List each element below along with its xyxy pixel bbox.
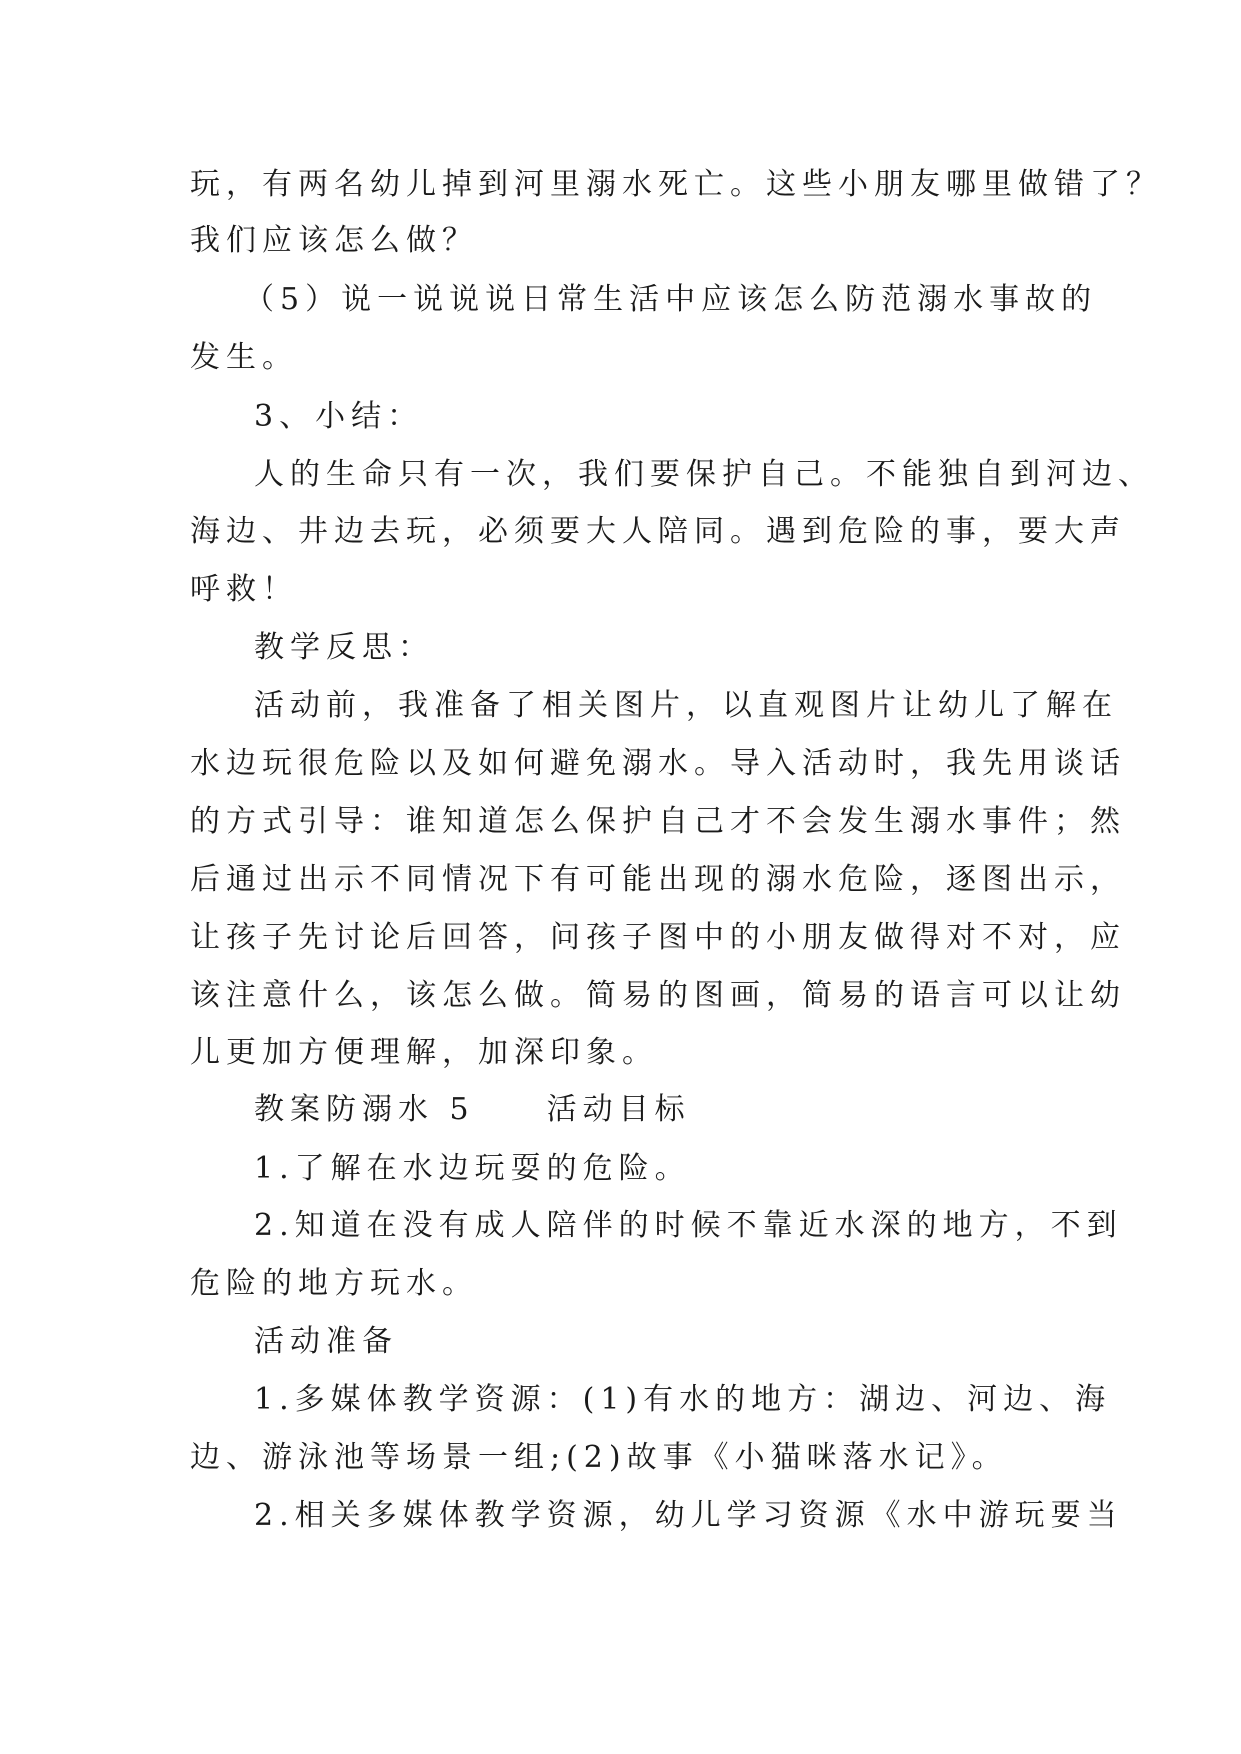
text-line: （5）说一说说说日常生活中应该怎么防范溺水事故的 <box>244 282 1098 317</box>
text-line: 危险的地方玩水。 <box>190 1266 478 1301</box>
text-line: 我们应该怎么做？ <box>190 223 478 258</box>
list-item: 1.多媒体教学资源：(1)有水的地方：湖边、河边、海 <box>254 1382 1112 1417</box>
text-line: 水边玩很危险以及如何避免溺水。导入活动时，我先用谈话 <box>190 746 1126 781</box>
text-line: 让孩子先讨论后回答，问孩子图中的小朋友做得对不对，应 <box>190 920 1126 955</box>
text-line: 海边、井边去玩，必须要大人陪同。遇到危险的事，要大声 <box>190 514 1126 549</box>
text-line: 的方式引导：谁知道怎么保护自己才不会发生溺水事件；然 <box>190 804 1126 839</box>
list-item: 2.知道在没有成人陪伴的时候不靠近水深的地方，不到 <box>254 1208 1123 1243</box>
section-heading: 教案防溺水 5 活动目标 <box>254 1092 691 1127</box>
section-heading: 3、小结： <box>254 399 424 434</box>
list-item: 1.了解在水边玩耍的危险。 <box>254 1151 691 1186</box>
text-line: 玩，有两名幼儿掉到河里溺水死亡。这些小朋友哪里做错了？ <box>190 167 1162 202</box>
text-line: 儿更加方便理解，加深印象。 <box>190 1035 658 1070</box>
section-heading: 教学反思： <box>254 630 434 665</box>
text-line: 该注意什么，该怎么做。简易的图画，简易的语言可以让幼 <box>190 978 1126 1013</box>
section-heading: 活动准备 <box>254 1324 398 1359</box>
text-line: 人的生命只有一次，我们要保护自己。不能独自到河边、 <box>254 457 1154 492</box>
text-line: 后通过出示不同情况下有可能出现的溺水危险，逐图出示， <box>190 862 1126 897</box>
text-line: 边、游泳池等场景一组;(2)故事《小猫咪落水记》。 <box>190 1440 1008 1475</box>
list-item: 2.相关多媒体教学资源，幼儿学习资源《水中游玩要当 <box>254 1498 1123 1533</box>
text-line: 发生。 <box>190 340 298 375</box>
text-line: 活动前，我准备了相关图片，以直观图片让幼儿了解在 <box>254 688 1118 723</box>
text-line: 呼救！ <box>190 572 298 607</box>
